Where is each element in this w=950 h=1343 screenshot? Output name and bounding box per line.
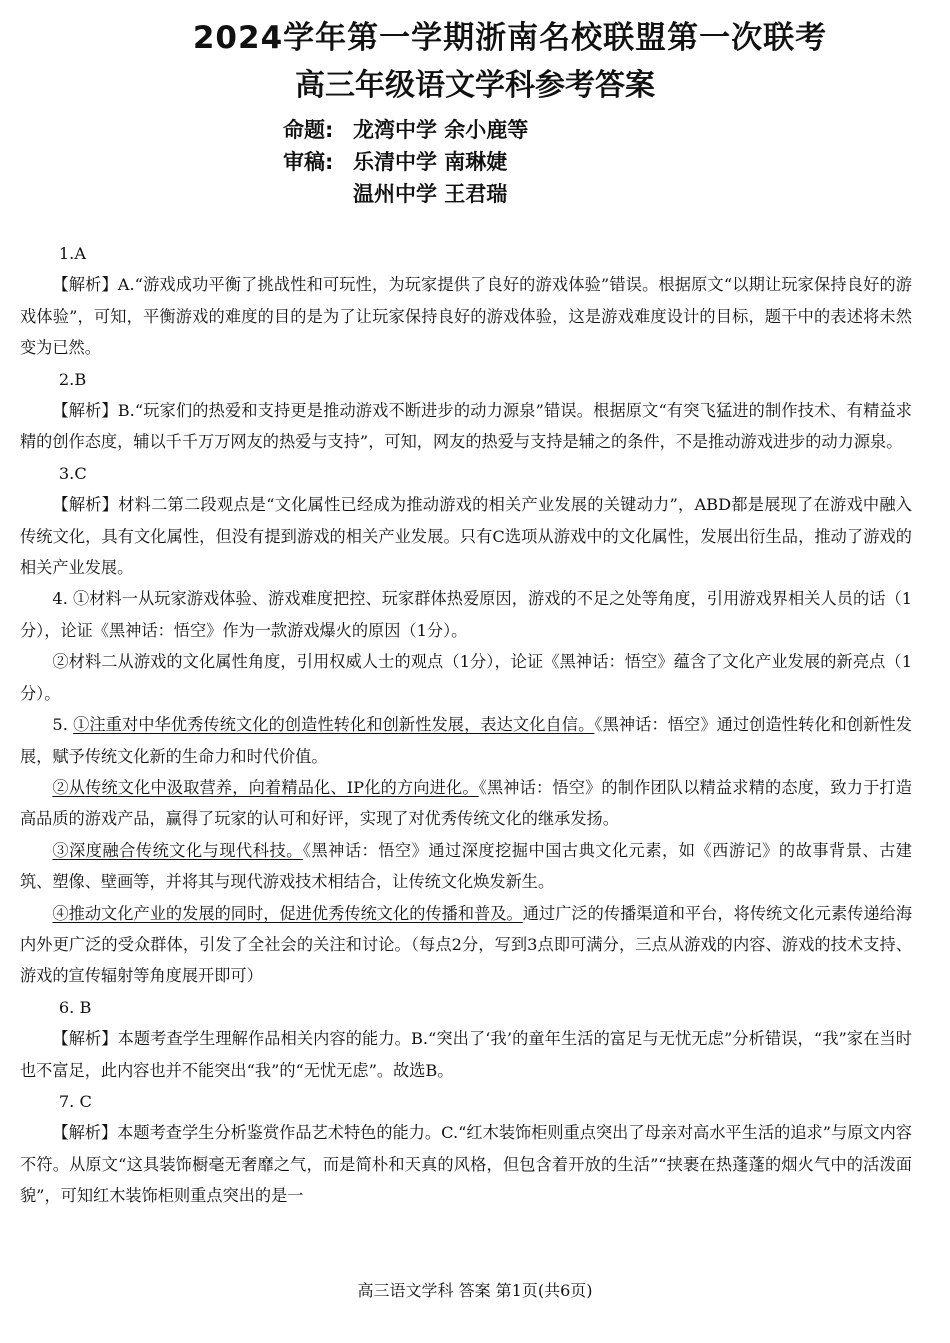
explanation-6: 【解析】本题考查学生理解作品相关内容的能力。B.“突出了‘我’的童年生活的富足与无忧无虑”分析错误，“我”家在当时也不富足，此内容也并不能突出“我”的“无忧无虑”。故选B。 [20, 1029, 912, 1080]
answer-5-number: 5. [52, 715, 74, 735]
credit-text: 龙湾中学 余小鹿等 [353, 118, 529, 142]
key-point-underlined: ④推动文化产业的发展的同时，促进优秀传统文化的传播和普及。 [52, 903, 523, 923]
credit-row-reviewer-2 [283, 178, 528, 210]
answer-5-point-4 [20, 898, 912, 992]
key-point-underlined: ②从传统文化中汲取营养，向着精品化、IP化的方向进化。 [52, 777, 479, 797]
credit-label: 审稿: [283, 150, 334, 174]
credit-row-reviewer [283, 146, 528, 178]
explanation-3: 【解析】材料二第二段观点是“文化属性已经成为推动游戏的相关产业发展的关键动力”，ABD都是展现了在游戏中融入传统文化，具有文化属性，但没有提到游戏的相关产业发展。只有C选项从游戏中的文化属性，发展出衍生品，推动了游戏的相关产业发展。 [20, 495, 912, 578]
credits-block [283, 114, 528, 210]
document-subtitle: 高三年级语文学科参考答案 [295, 68, 655, 103]
explanation-2: 【解析】B.“玩家们的热爱和支持更是推动游戏不断进步的动力源泉”错误。根据原文“有突飞猛进的制作技术、有精益求精的创作态度，辅以千千万万网友的热爱与支持”，可知，网友的热爱与支持是辅之的条件，不是推动游戏进步的动力源泉。 [20, 401, 912, 452]
point-detail: 《黑神话：悟空》通过创造性转化和创新性发展，赋予传统文化新的生命力和时代价值。 [20, 715, 912, 766]
document-title: 2024学年第一学期浙南名校联盟第一次联考 [192, 20, 828, 56]
answer-7: 7. C [58, 1091, 92, 1111]
point-detail: 《黑神话：悟空》通过深度挖掘中国古典文化元素，如《西游记》的故事背景、古建筑、塑像、壁画等，并将其与现代游戏技术相结合，让传统文化焕发新生。 [20, 840, 912, 892]
answer-2: 2.B [58, 369, 87, 389]
page-footer: 高三语文学科 答案 第1页(共6页) [357, 1281, 593, 1300]
key-point-underlined: ③深度融合传统文化与现代科技。 [52, 840, 303, 860]
explanation-1: 【解析】A.“游戏成功平衡了挑战性和可玩性，为玩家提供了良好的游戏体验”错误。根据原文“以期让玩家保持良好的游戏体验”，可知，平衡游戏的难度的目的是为了让玩家保持良好的游戏体验，这是游戏难度设计的目标，题干中的表述将未然变为已然。 [20, 275, 912, 358]
credit-row-author [283, 114, 528, 146]
answer-3: 3.C [58, 463, 87, 483]
answer-6: 6. B [58, 997, 92, 1017]
credit-text: 乐清中学 南琳婕 [353, 150, 508, 174]
answer-4-point-1: 4. ①材料一从玩家游戏体验、游戏难度把控、玩家群体热爱原因，游戏的不足之处等角度，引用游戏界相关人员的话（1分），论证《黑神话：悟空》作为一款游戏爆火的原因（1分）。 [20, 589, 912, 640]
point-detail: 《黑神话：悟空》的制作团队以精益求精的态度，致力于打造高品质的游戏产品，赢得了玩家的认可和好评，实现了对优秀传统文化的继承发扬。 [20, 777, 912, 829]
answer-4-point-2: ②材料二从游戏的文化属性角度，引用权威人士的观点（1分），论证《黑神话：悟空》蕴含了文化产业发展的新亮点（1分）。 [20, 652, 912, 703]
answer-body [20, 238, 912, 1212]
answer-5-point-1 [20, 709, 912, 772]
answer-1: 1.A [58, 244, 87, 263]
answer-5-point-2 [20, 772, 912, 835]
explanation-7: 【解析】本题考查学生分析鉴赏作品艺术特色的能力。C.“红木装饰柜则重点突出了母亲对高水平生活的追求”与原文内容不符。从原文“这具装饰橱毫无奢靡之气，而是简朴和天真的风格，但包含着开放的生活”“挟裹在热蓬蓬的烟火气中的活泼面貌”，可知红木装饰柜则重点突出的是一 [20, 1123, 912, 1206]
credit-text: 温州中学 王君瑞 [353, 182, 508, 206]
key-point-underlined: ①注重对中华优秀传统文化的创造性转化和创新性发展，表达文化自信。 [73, 715, 595, 735]
answer-5-point-3 [20, 835, 912, 898]
credit-label: 命题: [283, 118, 334, 142]
point-detail: 通过广泛的传播渠道和平台，将传统文化元素传递给海内外更广泛的受众群体，引发了全社会的关注和讨论。（每点2分，写到3点即可满分，三点从游戏的内容、游戏的技术支持、游戏的宣传辐射等角度展开即可） [20, 903, 913, 986]
